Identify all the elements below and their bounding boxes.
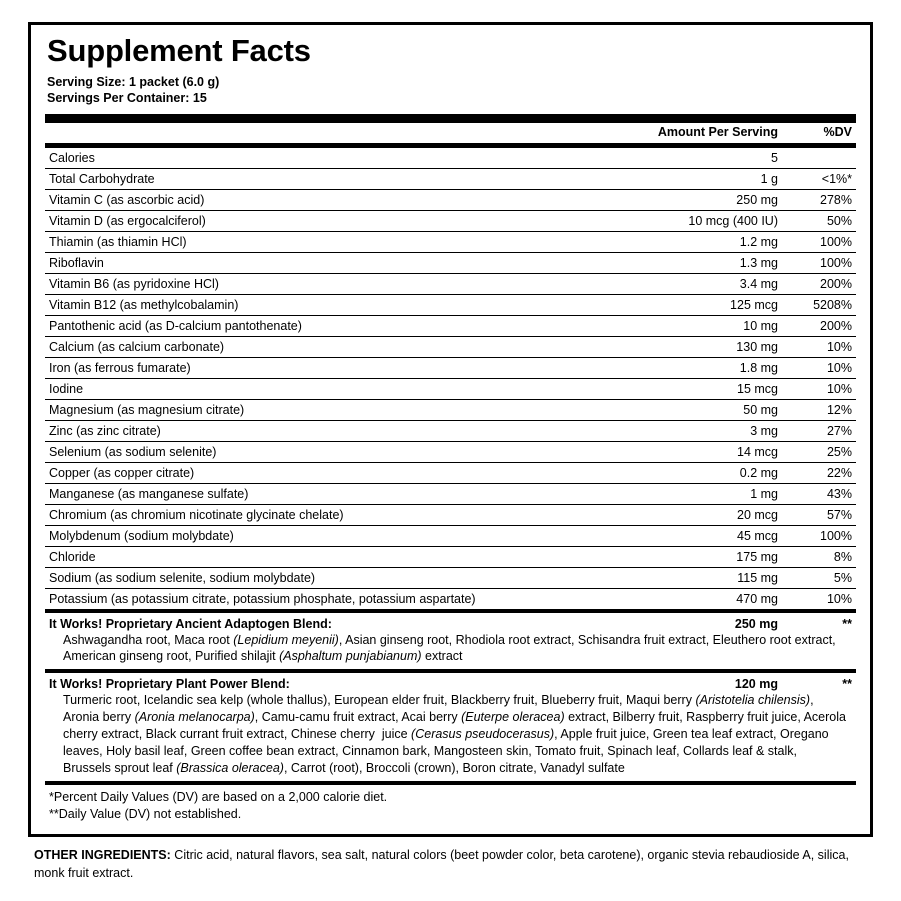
nutrient-name: Magnesium (as magnesium citrate) bbox=[45, 399, 646, 420]
blend-name: It Works! Proprietary Plant Power Blend: bbox=[49, 677, 290, 692]
footnote-dv-basis: *Percent Daily Values (DV) are based on a 2,000 calorie diet. bbox=[49, 789, 388, 804]
table-row bbox=[45, 504, 856, 525]
nutrient-rows-table bbox=[45, 147, 856, 609]
nutrient-daily-value: 25% bbox=[794, 441, 856, 462]
nutrient-amount: 1.8 mg bbox=[646, 357, 794, 378]
table-row bbox=[45, 168, 856, 189]
nutrient-daily-value: 10% bbox=[794, 588, 856, 609]
nutrient-amount: 1.3 mg bbox=[646, 252, 794, 273]
nutrient-amount: 470 mg bbox=[646, 588, 794, 609]
nutrient-rows-body bbox=[45, 147, 856, 609]
nutrient-daily-value: 22% bbox=[794, 462, 856, 483]
table-row bbox=[45, 378, 856, 399]
table-row bbox=[45, 252, 856, 273]
nutrient-daily-value: 12% bbox=[794, 399, 856, 420]
nutrient-name: Vitamin D (as ergocalciferol) bbox=[45, 210, 646, 231]
nutrient-amount: 10 mg bbox=[646, 315, 794, 336]
nutrient-daily-value: 100% bbox=[794, 252, 856, 273]
nutrient-amount: 1.2 mg bbox=[646, 231, 794, 252]
nutrient-amount: 3.4 mg bbox=[646, 273, 794, 294]
blend-header bbox=[45, 617, 856, 631]
proprietary-blends bbox=[45, 609, 856, 781]
table-row bbox=[45, 525, 856, 546]
nutrient-name: Vitamin C (as ascorbic acid) bbox=[45, 189, 646, 210]
nutrient-name: Copper (as copper citrate) bbox=[45, 462, 646, 483]
nutrition-table bbox=[45, 123, 856, 143]
nutrient-daily-value: 200% bbox=[794, 315, 856, 336]
blend-ingredients: Turmeric root, Icelandic sea kelp (whole thallus), European elder fruit, Blackberry fruit, Blueberry fruit, Maqui berry (Aristotelia chilensis), Aronia berry (Aronia melanocarpa), Camu-camu fruit extract, Acai berry (Euterpe oleracea) extract, Bilberry fruit, Raspberry fruit juice, Acerola cherry extract, Black currant fruit extract, Chinese cherry juice (Cerasus pseudocerasus), Apple fruit juice, Green tea leaf extract, Oregano leaves, Holy basil leaf, Green coffee bean extract, Cinnamon bark, Mangosteen skin, Tomato fruit, Spinach leaf, Collards leaf & stalk, Brussels sprout leaf (Brassica oleracea), Carrot (root), Broccoli (crown), Boron citrate, Vanadyl sulfate bbox=[63, 693, 846, 775]
nutrient-amount: 10 mcg (400 IU) bbox=[646, 210, 794, 231]
nutrient-daily-value: 43% bbox=[794, 483, 856, 504]
nutrition-table-body bbox=[45, 123, 856, 143]
nutrient-name: Riboflavin bbox=[45, 252, 646, 273]
nutrient-daily-value: 278% bbox=[794, 189, 856, 210]
nutrient-amount: 115 mg bbox=[646, 567, 794, 588]
nutrient-amount: 5 bbox=[646, 147, 794, 168]
nutrient-amount: 15 mcg bbox=[646, 378, 794, 399]
nutrient-daily-value: 10% bbox=[794, 378, 856, 399]
table-header-row bbox=[45, 123, 856, 143]
nutrient-name: Chromium (as chromium nicotinate glycinate chelate) bbox=[45, 504, 646, 525]
table-row bbox=[45, 189, 856, 210]
col-header-dv: %DV bbox=[823, 124, 852, 139]
nutrient-daily-value: 10% bbox=[794, 336, 856, 357]
nutrient-amount: 0.2 mg bbox=[646, 462, 794, 483]
blend-daily-value: ** bbox=[842, 616, 852, 631]
table-row bbox=[45, 315, 856, 336]
nutrient-daily-value: 27% bbox=[794, 420, 856, 441]
nutrient-name: Calcium (as calcium carbonate) bbox=[45, 336, 646, 357]
nutrient-daily-value: 8% bbox=[794, 546, 856, 567]
table-row bbox=[45, 399, 856, 420]
table-row bbox=[45, 147, 856, 168]
nutrient-amount: 175 mg bbox=[646, 546, 794, 567]
nutrient-name: Selenium (as sodium selenite) bbox=[45, 441, 646, 462]
table-row bbox=[45, 441, 856, 462]
table-row bbox=[45, 273, 856, 294]
table-row bbox=[45, 420, 856, 441]
nutrient-name: Chloride bbox=[45, 546, 646, 567]
table-row bbox=[45, 483, 856, 504]
nutrient-daily-value: <1%* bbox=[794, 168, 856, 189]
serving-size: Serving Size: 1 packet (6.0 g) bbox=[47, 74, 220, 89]
nutrient-name: Calories bbox=[45, 147, 646, 168]
table-row bbox=[45, 231, 856, 252]
nutrient-name: Thiamin (as thiamin HCl) bbox=[45, 231, 646, 252]
col-header-name bbox=[45, 123, 66, 143]
header-thick-rule bbox=[45, 114, 856, 123]
nutrient-daily-value: 100% bbox=[794, 525, 856, 546]
supplement-facts-panel bbox=[28, 22, 873, 837]
nutrient-amount: 125 mcg bbox=[646, 294, 794, 315]
nutrient-name: Iron (as ferrous fumarate) bbox=[45, 357, 646, 378]
nutrient-amount: 50 mg bbox=[646, 399, 794, 420]
col-header-amount: Amount Per Serving bbox=[657, 124, 778, 139]
footnote-dv-not-established: **Daily Value (DV) not established. bbox=[49, 806, 242, 821]
nutrient-amount: 45 mcg bbox=[646, 525, 794, 546]
nutrient-daily-value bbox=[794, 147, 856, 168]
proprietary-blend bbox=[45, 609, 856, 670]
blend-amount: 250 mg bbox=[734, 616, 778, 631]
nutrient-amount: 250 mg bbox=[646, 189, 794, 210]
other-ingredients-text: Citric acid, natural flavors, sea salt, natural colors (beet powder color, beta carotene), organic stevia rebaudioside A, silica, monk fruit extract. bbox=[34, 848, 849, 880]
blend-name: It Works! Proprietary Ancient Adaptogen Blend: bbox=[49, 616, 332, 631]
nutrient-amount: 20 mcg bbox=[646, 504, 794, 525]
nutrient-daily-value: 100% bbox=[794, 231, 856, 252]
table-row bbox=[45, 210, 856, 231]
nutrient-name: Molybdenum (sodium molybdate) bbox=[45, 525, 646, 546]
nutrient-amount: 1 mg bbox=[646, 483, 794, 504]
table-row bbox=[45, 357, 856, 378]
nutrient-daily-value: 5% bbox=[794, 567, 856, 588]
other-ingredients-label: OTHER INGREDIENTS: bbox=[34, 848, 171, 863]
nutrient-daily-value: 10% bbox=[794, 357, 856, 378]
nutrient-amount: 130 mg bbox=[646, 336, 794, 357]
nutrient-name: Total Carbohydrate bbox=[45, 168, 646, 189]
nutrient-amount: 14 mcg bbox=[646, 441, 794, 462]
nutrient-name: Manganese (as manganese sulfate) bbox=[45, 483, 646, 504]
nutrient-name: Potassium (as potassium citrate, potassium phosphate, potassium aspartate) bbox=[45, 588, 646, 609]
table-row bbox=[45, 546, 856, 567]
nutrient-daily-value: 57% bbox=[794, 504, 856, 525]
table-row bbox=[45, 462, 856, 483]
nutrient-name: Iodine bbox=[45, 378, 646, 399]
table-row bbox=[45, 588, 856, 609]
nutrient-amount: 1 g bbox=[646, 168, 794, 189]
blend-amount: 120 mg bbox=[734, 677, 778, 692]
other-ingredients bbox=[28, 837, 873, 882]
nutrient-name: Zinc (as zinc citrate) bbox=[45, 420, 646, 441]
nutrient-name: Pantothenic acid (as D-calcium pantothenate) bbox=[45, 315, 646, 336]
page-title: Supplement Facts bbox=[47, 33, 311, 68]
nutrient-name: Vitamin B6 (as pyridoxine HCl) bbox=[45, 273, 646, 294]
blend-daily-value: ** bbox=[842, 677, 852, 692]
blend-header bbox=[45, 677, 856, 691]
nutrient-name: Vitamin B12 (as methylcobalamin) bbox=[45, 294, 646, 315]
table-row bbox=[45, 294, 856, 315]
proprietary-blend bbox=[45, 669, 856, 780]
nutrient-daily-value: 50% bbox=[794, 210, 856, 231]
nutrient-daily-value: 5208% bbox=[794, 294, 856, 315]
nutrient-daily-value: 200% bbox=[794, 273, 856, 294]
footnotes bbox=[45, 785, 856, 825]
nutrient-amount: 3 mg bbox=[646, 420, 794, 441]
table-row bbox=[45, 336, 856, 357]
servings-per-container: Servings Per Container: 15 bbox=[47, 91, 207, 106]
nutrient-name: Sodium (as sodium selenite, sodium molybdate) bbox=[45, 567, 646, 588]
blend-ingredients: Ashwagandha root, Maca root (Lepidium meyenii), Asian ginseng root, Rhodiola root extract, Schisandra fruit extract, Eleuthero root extract, American ginseng root, Purified shilajit (Asphaltum punjabianum) extract bbox=[63, 632, 836, 664]
table-row bbox=[45, 567, 856, 588]
